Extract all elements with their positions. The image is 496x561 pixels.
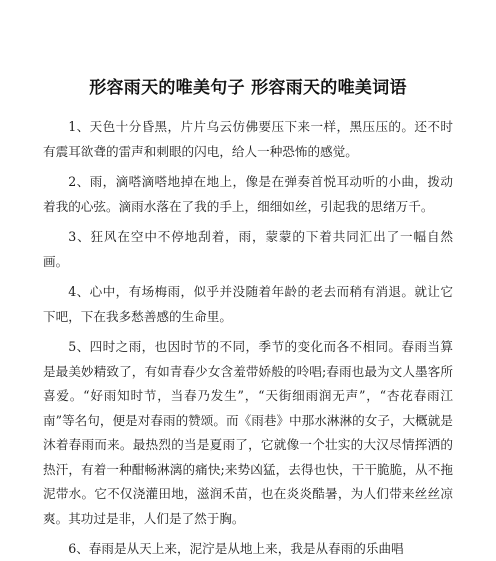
- paragraph-4: 4、心中，有场梅雨，似乎并没随着年龄的老去而稍有消退。就让它下吧，下在我多愁善感的生命里。: [43, 284, 453, 324]
- paragraph-5: 5、四时之雨，也因时节的不同，季节的变化而各不相同。春雨当算是最美妙精致了，有如青春少女含羞带娇般的呤唱;春雨也最为文人墨客所喜爱。“好雨知时节，当春乃发生”，“天街细雨润无声”，“杏花春雨江南”等名句，便是对春雨的赞颂。而《雨巷》中那水淋淋的女子，大概就是沐着春雨而来。最热烈的当是夏雨了，它就像一个壮实的大汉尽情挥洒的热汗，有着一种酣畅淋漓的痛快;来势凶猛，去得也快，干干脆脆，从不拖泥带水。它不仅浇灌田地，滋润禾苗，也在炎炎酷暑，为人们带来丝丝凉爽。其功过是非，人们是了然于胸。: [43, 339, 453, 526]
- article-body: [43, 115, 453, 561]
- article-title: 形容雨天的唯美句子 形容雨天的唯美词语: [89, 78, 407, 98]
- paragraph-6: 6、春雨是从天上来，泥泞是从地上来，我是从春雨的乐曲唱: [68, 541, 404, 556]
- paragraph-2: 2、雨，滴嗒滴嗒地掉在地上，像是在弹奏首悦耳动听的小曲，拨动着我的心弦。滴雨水落在了我的手上，细细如丝，引起我的思绪万千。: [43, 174, 453, 214]
- paragraph-3: 3、狂风在空中不停地刮着，雨，蒙蒙的下着共同汇出了一幅自然画。: [43, 229, 453, 269]
- paragraph-1: 1、天色十分昏黑，片片乌云仿佛要压下来一样，黑压压的。还不时有震耳欲聋的雷声和刺眼的闪电，给人一种恐怖的感觉。: [43, 119, 453, 159]
